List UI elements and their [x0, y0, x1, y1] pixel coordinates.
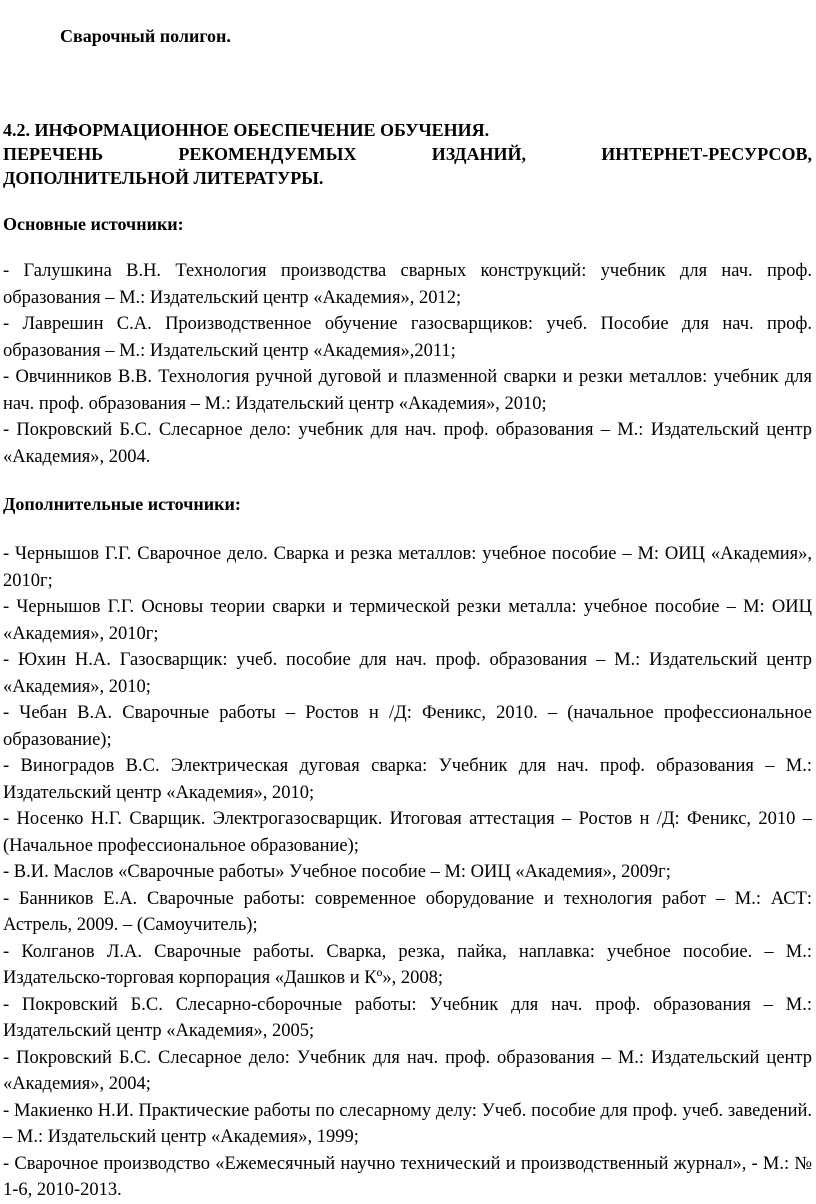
- extra-source-item: - Макиенко Н.И. Практические работы по слесарному делу: Учеб. пособие для проф. учеб. заведений. – М.: Издательский центр «Академия», 1999;: [3, 1100, 812, 1147]
- section-title-line-3: ДОПОЛНИТЕЛЬНОЙ ЛИТЕРАТУРЫ.: [3, 168, 324, 188]
- extra-source-item: - В.И. Маслов «Сварочные работы» Учебное пособие – М: ОИЦ «Академия», 2009г;: [3, 862, 671, 882]
- extra-source-item: - Чернышов Г.Г. Сварочное дело. Сварка и резка металлов: учебное пособие – М: ОИЦ «Академия», 2010г;: [3, 544, 812, 591]
- extra-source-item: - Чернышов Г.Г. Основы теории сварки и термической резки металла: учебное пособие – М: ОИЦ «Академия», 2010г;: [3, 597, 812, 644]
- extra-sources-heading: Дополнительные источники:: [3, 494, 241, 514]
- section-4-2: [3, 118, 812, 1204]
- extra-source-item: - Виноградов В.С. Электрическая дуговая сварка: Учебник для нач. проф. образования – М.: Издательский центр «Академия», 2010;: [3, 756, 812, 803]
- extra-source-item: - Банников Е.А. Сварочные работы: современное оборудование и технология работ – М.: АСТ: Астрель, 2009. – (Самоучитель);: [3, 888, 812, 935]
- extra-source-item: - Чебан В.А. Сварочные работы – Ростов н /Д: Феникс, 2010. – (начальное профессиональное образование);: [3, 703, 812, 750]
- extra-source-item: - Носенко Н.Г. Сварщик. Электрогазосварщик. Итоговая аттестация – Ростов н /Д: Феникс, 2010 – (Начальное профессиональное образование);: [3, 809, 812, 856]
- page-heading: Сварочный полигон.: [60, 26, 231, 46]
- section-title: [3, 118, 812, 190]
- main-source-item: - Галушкина В.Н. Технология производства сварных конструкций: учебник для нач. проф. образования – М.: Издательский центр «Академия», 2012;: [3, 261, 812, 308]
- extra-source-item: - Покровский Б.С. Слесарно-сборочные работы: Учебник для нач. проф. образования – М.: Издательский центр «Академия», 2005;: [3, 994, 812, 1041]
- section-title-line-2: ПЕРЕЧЕНЬ РЕКОМЕНДУЕМЫХ ИЗДАНИЙ, ИНТЕРНЕТ-РЕСУРСОВ,: [3, 144, 812, 164]
- extra-source-item: - Покровский Б.С. Слесарное дело: Учебник для нач. проф. образования – М.: Издательский центр «Академия», 2004;: [3, 1047, 812, 1094]
- main-sources-list: [3, 258, 812, 470]
- extra-source-item: - Сварочное производство «Ежемесячный научно технический и производственный журнал», - М.: № 1-6, 2010-2013.: [3, 1153, 812, 1200]
- main-source-item: - Овчинников В.В. Технология ручной дуговой и плазменной сварки и резки металлов: учебник для нач. проф. образования – М.: Издательский центр «Академия», 2010;: [3, 367, 812, 414]
- extra-sources-list: [3, 541, 812, 1204]
- main-sources-heading: Основные источники:: [3, 214, 184, 234]
- section-title-line-1: 4.2. ИНФОРМАЦИОННОЕ ОБЕСПЕЧЕНИЕ ОБУЧЕНИЯ.: [3, 120, 490, 140]
- extra-source-item: - Юхин Н.А. Газосварщик: учеб. пособие для нач. проф. образования – М.: Издательский центр «Академия», 2010;: [3, 650, 812, 697]
- main-source-item: - Покровский Б.С. Слесарное дело: учебник для нач. проф. образования – М.: Издательский центр «Академия», 2004.: [3, 420, 812, 467]
- extra-source-item: - Колганов Л.А. Сварочные работы. Сварка, резка, пайка, наплавка: учебное пособие. – М.: Издательско-торговая корпорация «Дашков и Кº», 2008;: [3, 941, 812, 988]
- main-source-item: - Лаврешин С.А. Производственное обучение газосварщиков: учеб. Пособие для нач. проф. образования – М.: Издательский центр «Академия»,2011;: [3, 314, 812, 361]
